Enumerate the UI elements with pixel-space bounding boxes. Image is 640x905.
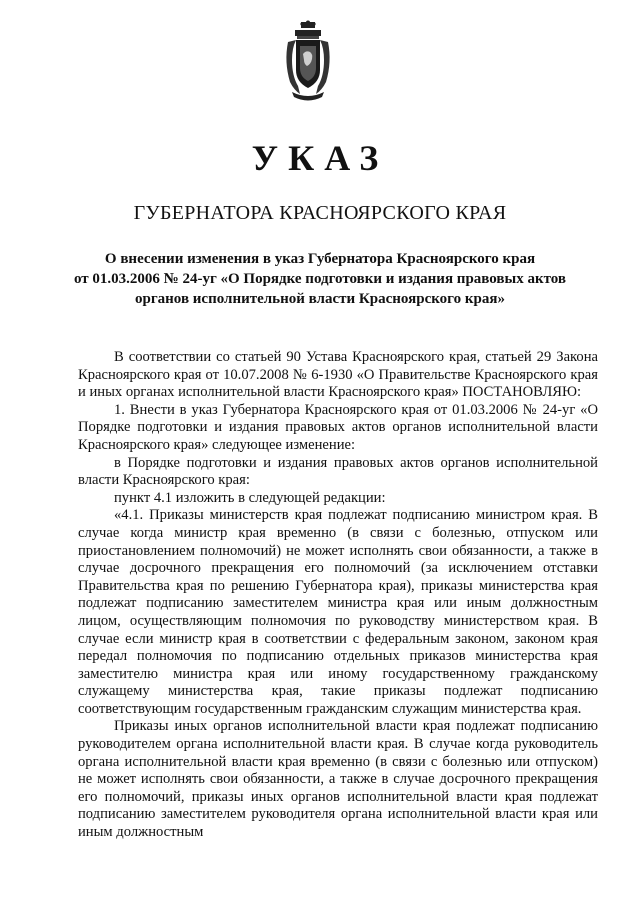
subject-line: органов исполнительной власти Красноярского края»	[135, 291, 505, 307]
document-title: УКАЗ	[251, 138, 389, 178]
body-paragraph: В соответствии со статьей 90 Устава Красноярского края, статьей 29 Закона Красноярского края от 10.07.2008 № 6-1930 «О Правительстве Красноярского края и иных органах исполнительной власти Красноярского края» ПОСТАНОВЛЯЮ:	[78, 349, 598, 401]
subject-line: от 01.03.2006 № 24-уг «О Порядке подготовки и издания правовых актов	[73, 271, 567, 287]
body-paragraph: 1. Внести в указ Губернатора Красноярского края от 01.03.2006 № 24-уг «О Порядке подготовки и издания правовых актов органов исполнительной власти Красноярского края» следующее изменение:	[78, 401, 598, 453]
body-paragraph: Приказы иных органов исполнительной власти края подлежат подписанию руководителем органа исполнительной власти края. В случае когда руководитель органа исполнительной власти края временно (в связи с болезнью или отпуском) не может исполнять свои обязанности, а также в случае досрочного прекращения его полномочий, приказы иных органов исполнительной власти края подлежат подписанию заместителем руководителя органа исполнительной власти края или иным должностным	[78, 718, 598, 841]
document-body	[78, 349, 598, 842]
body-paragraph: в Порядке подготовки и издания правовых актов органов исполнительной власти Красноярского края:	[78, 454, 598, 489]
coat-of-arms-emblem	[282, 20, 334, 102]
document-subject	[40, 249, 600, 309]
subject-line: О внесении изменения в указ Губернатора Красноярского края	[104, 251, 536, 267]
body-paragraph: пункт 4.1 изложить в следующей редакции:	[114, 489, 386, 506]
body-paragraph: «4.1. Приказы министерств края подлежат подписанию министром края. В случае когда министр края временно (в связи с болезнью, отпуском или приостановлением полномочий) не может исполнять свои обязанности, а также в случае досрочного прекращения его полномочий (за исключением отставки Правительства края по решению Губернатора края), приказы министерства края подлежат подписанию заместителем министра края или иным должностным лицом, осуществляющим полномочия по руководству министерством края. В случае если министр края в соответствии с федеральным законом, законом края передал полномочия по подписанию отдельных приказов министерства края заместителю министра края или иному государственному гражданскому служащему министерства края, такие приказы подлежат подписанию соответствующим государственным гражданским служащим министерства края.	[78, 507, 598, 717]
document-issuer: ГУБЕРНАТОРА КРАСНОЯРСКОГО КРАЯ	[133, 202, 507, 224]
